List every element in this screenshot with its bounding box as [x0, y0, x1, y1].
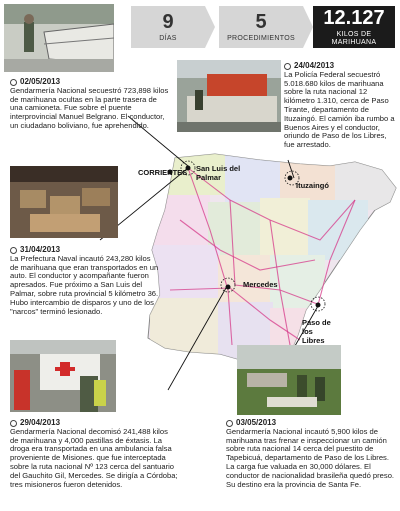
- city-ituzaingo: Ituzaingó: [296, 181, 329, 190]
- clock-icon: [10, 247, 17, 254]
- story-text: Gendarmería Nacional decomisó 241,488 kilos de marihuana y 4,000 pastillas de éxtasis. La droga era transportada en una ambulancia falsa proveniente de Misiones. que fue interceptada sobre la ruta nacional Nº 123 cerca del santuario del Gauchito Gil, Mercedes. Se dirigía a Córdoba; tres misioneros fueron detenidos.: [10, 426, 178, 489]
- photo-field-illustration: [237, 345, 341, 415]
- clock-icon: [10, 420, 17, 427]
- stat-kilos-label: KILOS DE MARIHUANA: [331, 30, 377, 46]
- photo-seized-packages: [10, 166, 118, 238]
- stat-days-value: 9: [162, 10, 174, 33]
- stat-procedures: [219, 6, 303, 48]
- photo-packages-illustration: [10, 166, 118, 238]
- photo-trucks: [177, 60, 281, 132]
- story-date: 29/04/2013: [10, 419, 178, 428]
- stat-procedures-value: 5: [255, 10, 267, 33]
- story-date: 31/04/2013: [10, 246, 160, 255]
- stat-days-label: DÍAS: [159, 34, 177, 42]
- stat-arrow-2: [303, 6, 313, 48]
- story-text: La Prefectura Naval incautó 243,280 kilos de marihuana que eran transportados en un auto. El conductor y acompañante fueron apresados. Fue próximo a San Luis del Palmar, sobre ruta provincial 5 kilómetro 36. Hubo intercambio de disparos y uno de los "narcos" terminó lesionado.: [10, 253, 159, 316]
- stat-procedures-label: PROCEDIMIENTOS: [227, 34, 295, 42]
- city-corrientes: CORRIENTES: [138, 168, 188, 177]
- stat-arrow-1: [205, 6, 215, 48]
- story-text: Gendarmería Nacional secuestró 723,898 kilos de marihuana ocultas en la parte trasera de una camioneta. Fue sobre el puente interprovincial Manuel Belgrano. El conductor, un ciudadano boliviano, fue aprehendido.: [10, 85, 169, 130]
- story-3104: [10, 246, 160, 316]
- city-san-luis: San Luis del Palmar: [196, 164, 241, 182]
- story-date: 03/05/2013: [226, 419, 396, 428]
- story-2904: [10, 419, 178, 489]
- photo-truck-inspection: [4, 4, 114, 72]
- story-date: 02/05/2013: [10, 78, 170, 87]
- clock-icon: [284, 63, 291, 70]
- clock-icon: [10, 79, 17, 86]
- stat-kilos: [313, 6, 395, 48]
- photo-ambulance-illustration: [10, 340, 116, 412]
- marker-paso-libres: [316, 303, 321, 308]
- story-date: 24/04/2013: [284, 62, 396, 71]
- photo-roadside-field: [237, 345, 341, 415]
- clock-icon: [226, 420, 233, 427]
- story-2404: [284, 62, 396, 150]
- stat-days: [131, 6, 205, 48]
- marker-mercedes: [226, 285, 231, 290]
- story-text: Gendarmería Nacional incautó 5,900 kilos de marihuana tras frenar e inspeccionar un camión sobre ruta nacional 14 cerca del puestito de Tapebicuá, departamento de Paso de los Libres. La carga fue valuada en 30,000 dólares. El conductor de nacionalidad brasileña quedó preso. Su destino era la provincia de Santa Fe.: [226, 426, 395, 489]
- stat-kilos-value: 12.127: [323, 6, 385, 29]
- photo-truck-illustration: [4, 4, 114, 72]
- photo-trucks-illustration: [177, 60, 281, 132]
- marker-ituzaingo: [288, 176, 293, 181]
- department-regions: [150, 150, 400, 368]
- story-0305: [226, 419, 396, 489]
- photo-ambulance: [10, 340, 116, 412]
- story-0205: [10, 78, 170, 131]
- city-paso-libres: Paso de los Libres: [302, 318, 331, 345]
- story-text: La Policía Federal secuestró 5.018.680 kilos de marihuana sobre la ruta nacional 12 kilómetro 1.310, cerca de Paso Tirante, departamento de Ituzaingó. El camión iba rumbo a Buenos Aires y el conductor, oriundo de Paso de los Libres, fue arrestado.: [284, 69, 395, 150]
- city-mercedes: Mercedes: [243, 280, 278, 289]
